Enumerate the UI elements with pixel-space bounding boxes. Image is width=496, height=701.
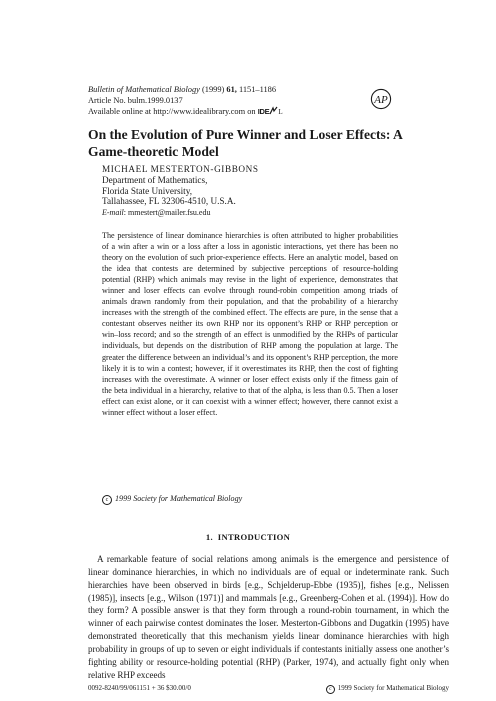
availability-line: Available online at http://www.idealibrary.com on IDE L	[88, 107, 283, 116]
copyright-text: 1999 Society for Mathematical Biology	[115, 494, 243, 503]
paper-title: On the Evolution of Pure Winner and Loser Effects: A Game-theoretic Model	[88, 127, 403, 159]
footer-left: 0092-8240/99/061151 + 36 $30.00/0	[88, 684, 191, 692]
section-title: INTRODUCTION	[217, 532, 291, 542]
email-address: : mmestert@mailer.fsu.edu	[123, 208, 211, 217]
arrow-icon	[269, 106, 278, 115]
journal-citation	[88, 84, 276, 95]
availability-text: Available online at http://www.idealibrary.com on	[88, 107, 256, 116]
footer-right	[290, 684, 449, 694]
email-label: E-mail	[102, 208, 124, 217]
footer-copyright-text: 1999 Society for Mathematical Biology	[337, 684, 449, 692]
publisher-logo-text: AP	[374, 94, 388, 106]
copyright-symbol: c	[326, 685, 335, 694]
affiliation-line: Florida State University,	[102, 186, 192, 196]
affiliation-line: Department of Mathematics,	[102, 175, 208, 185]
publisher-logo	[370, 88, 392, 110]
abstract-copyright	[102, 494, 242, 505]
section-heading	[0, 532, 496, 543]
ideal-logo: IDE	[257, 107, 270, 116]
author-email	[102, 208, 210, 218]
journal-name: Bulletin of Mathematical Biology	[88, 85, 200, 94]
journal-year: (1999)	[201, 85, 225, 94]
author-name: MICHAEL MESTERTON-GIBBONS	[102, 164, 259, 174]
abstract-text: The persistence of linear dominance hierarchies is often attributed to higher probabilities of a win after a win or a loss after a loss in agonistic interactions, yet there has been no theory on the evolution of such prior-experience effects. Here an analytic model, based on the idea that contests are determined by subjective perceptions of resource-holding potential (RHP) which animals may revise in the light of experience, demonstrates that winner and loser effects can evolve through round-robin competition among triads of animals drawn randomly from their population, and that the probability of a hierarchy increases with the strength of the combined effect. The effects are pure, in the sense that a contestant observes neither its own RHP nor its opponent’s RHP or RHP perception or win–loss record; and so the strength of an effect is unmodified by the RHPs of particular individuals, but depends on the distribution of RHP among the population at large. The greater the difference between an individual’s and its opponent’s RHP perception, the more likely it is to win a contest; however, if it overestimates its RHP, then the cost of fighting increases with the overestimate. A winner or loser effect exists only if the fitness gain of the beta individual in a hierarchy, relative to that of the alpha, is less than 0.5. Then a loser effect can exist alone, or it can coexist with a winner effect; however, there cannot exist a winner effect without a loser effect.	[102, 231, 398, 417]
journal-volume: 61,	[226, 85, 237, 94]
article-number: Article No. bulm.1999.0137	[88, 96, 183, 105]
section-number: 1.	[205, 532, 213, 542]
journal-pages: 1151–1186	[238, 85, 277, 94]
copyright-symbol: c	[102, 495, 112, 505]
affiliation-line: Tallahassee, FL 32306-4510, U.S.A.	[102, 196, 236, 206]
introduction-paragraph: A remarkable feature of social relations among animals is the emergence and persistence of linear dominance hierarchies, in which no individuals are of equal or indeterminate rank. Such hierarchies have been observed in birds [e.g., Schjelderup-Ebbe (1935)], fishes [e.g., Nelissen (1985)], insects [e.g., Wilson (1971)] and mammals [e.g., Greenberg-Cohen et al. (1994)]. How do they form? A possible answer is that they form through a round-robin tournament, in which the winner of each pairwise contest dominates the loser. Mesterton-Gibbons and Dugatkin (1995) have demonstrated theoretically that this mechanism yields linear dominance hierarchies with high probability in groups of up to seven or eight individuals if contestants initially assess one another’s fighting ability or resource-holding potential (RHP) (Parker, 1974), and actually fight only when relative RHP exceeds	[88, 554, 449, 680]
